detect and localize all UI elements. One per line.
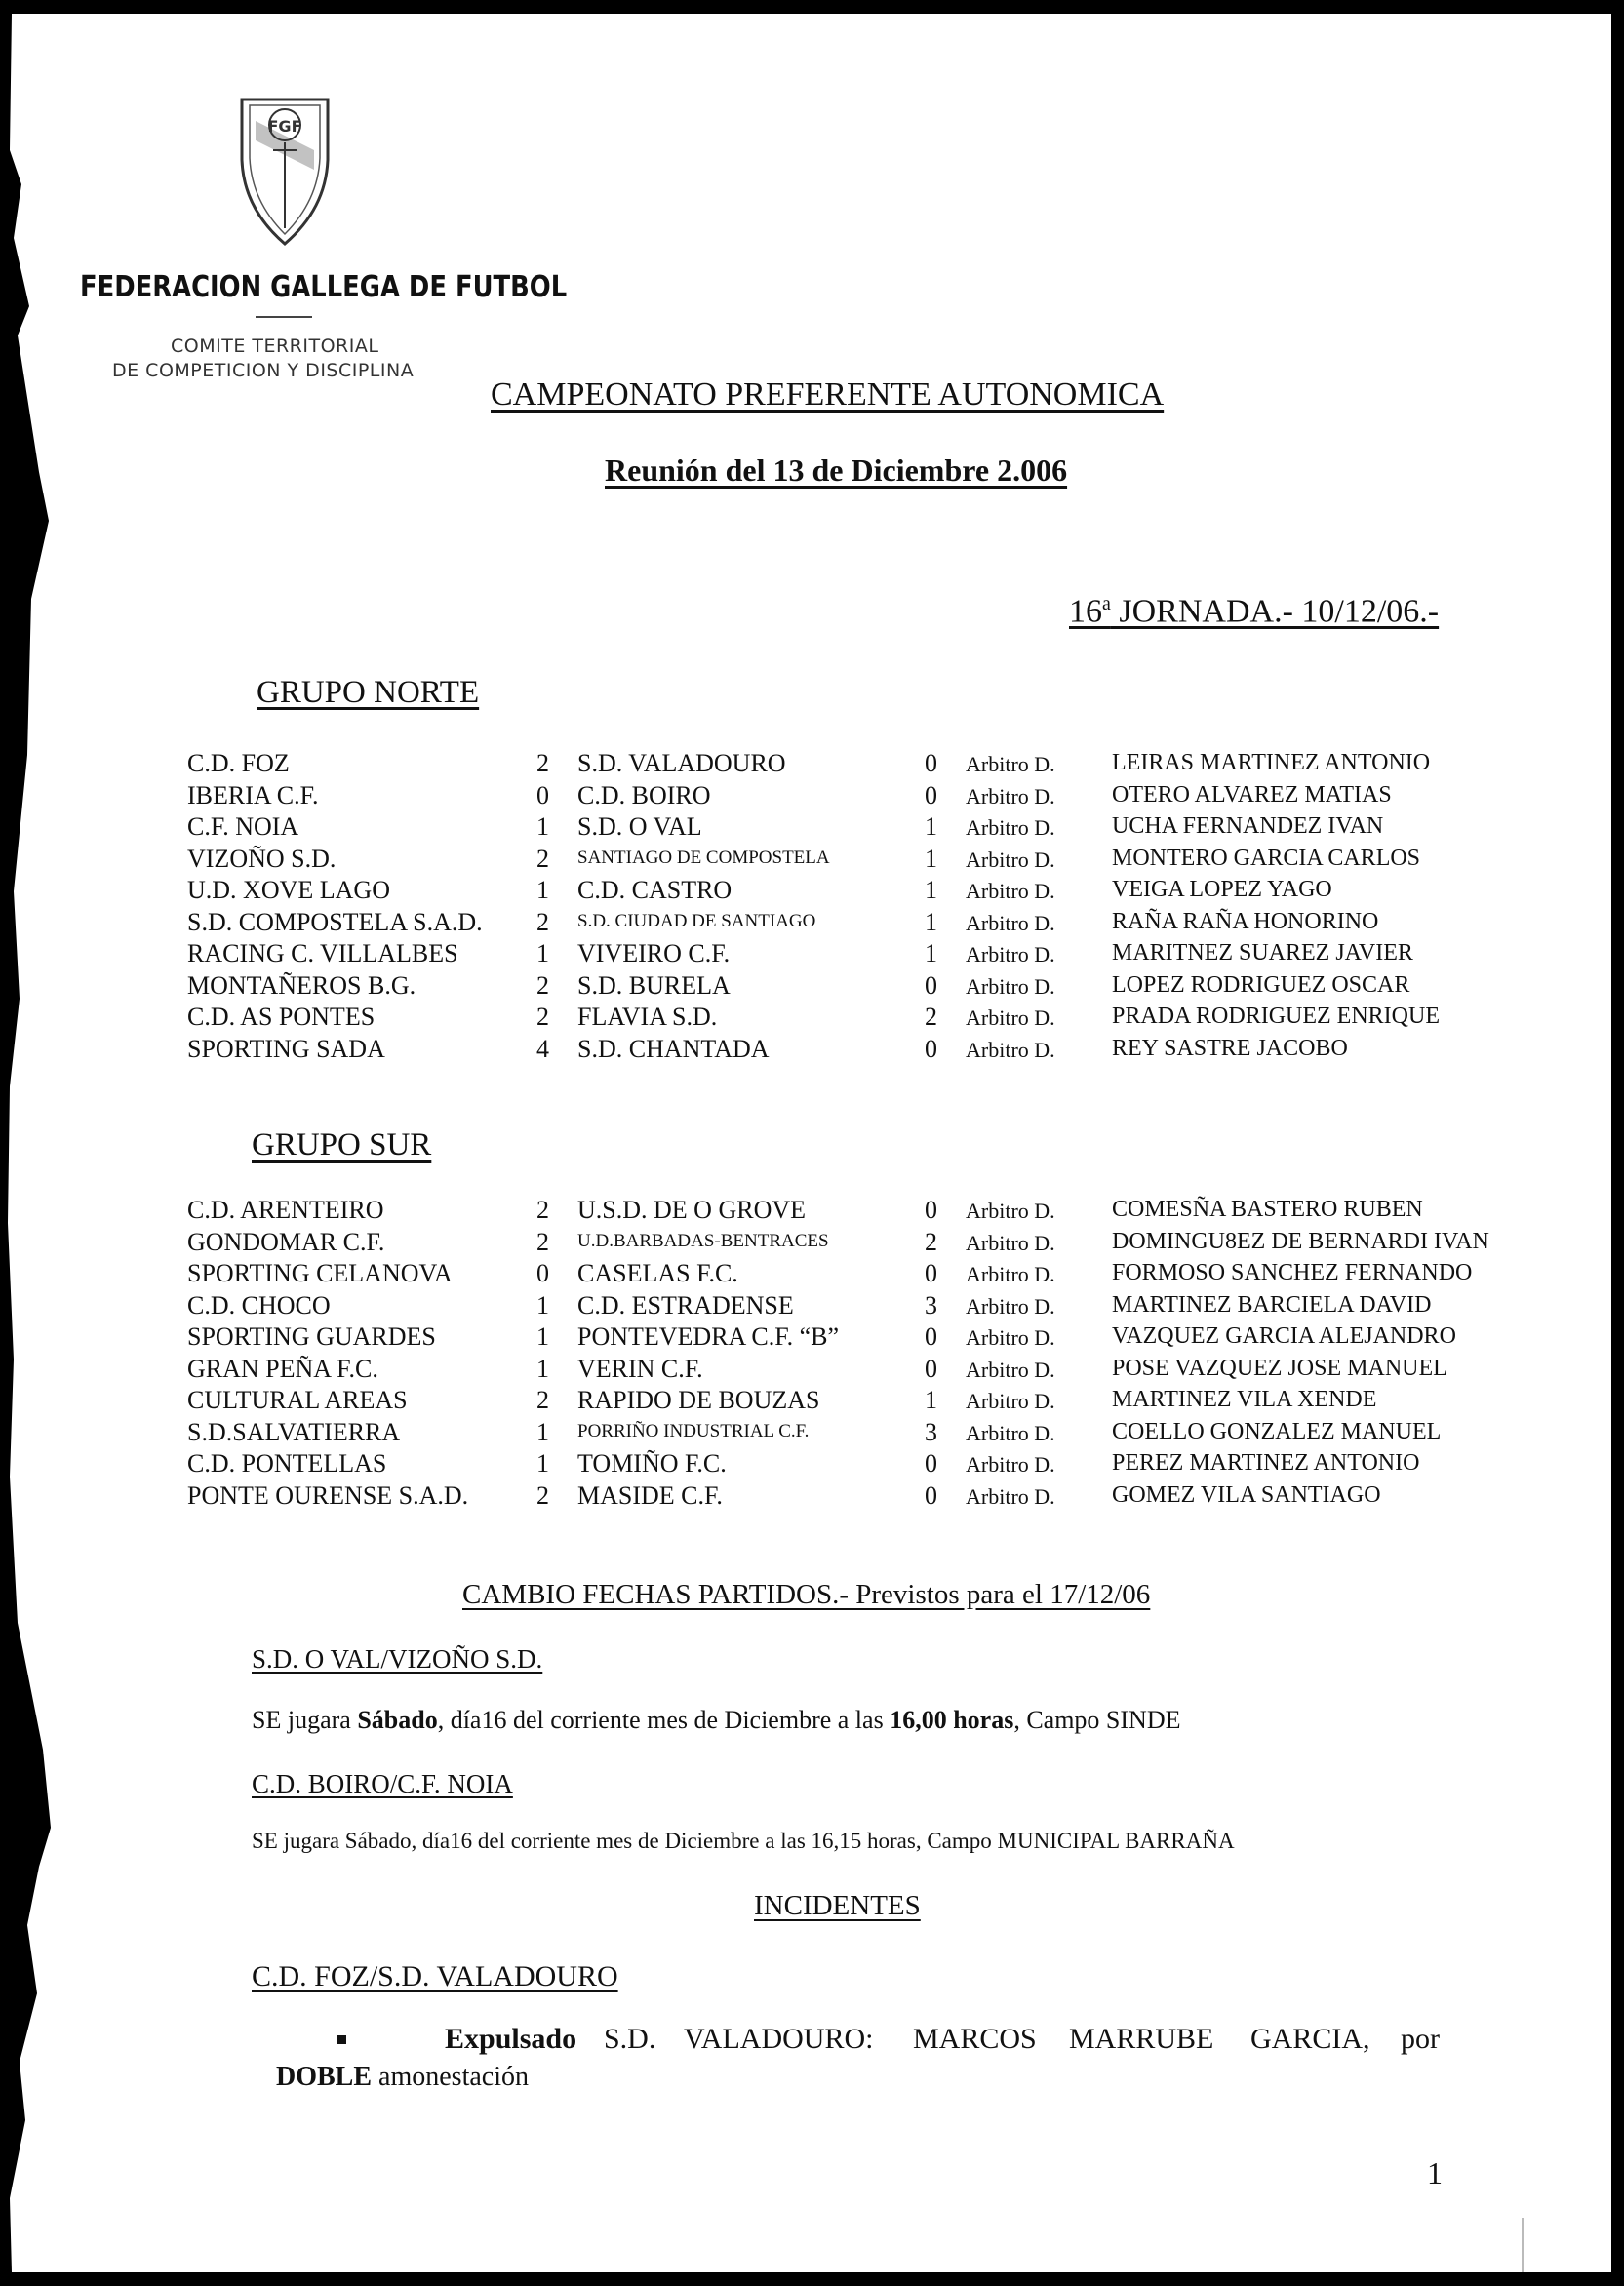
- referee-label: Arbitro D.: [966, 1483, 1055, 1509]
- committee-line-1: COMITE TERRITORIAL: [171, 335, 379, 357]
- home-score: 1: [536, 1449, 549, 1478]
- referee-name: MARITNEZ SUAREZ JAVIER: [1112, 940, 1413, 966]
- referee-name: PRADA RODRIGUEZ ENRIQUE: [1112, 1004, 1440, 1029]
- incident-word: VALADOURO:: [684, 2023, 874, 2055]
- away-score: 0: [925, 970, 937, 1000]
- referee-label: Arbitro D.: [966, 847, 1055, 872]
- home-score: 2: [536, 907, 549, 936]
- federation-name: FEDERACION GALLEGA DE FUTBOL: [80, 270, 568, 304]
- home-score: 2: [536, 844, 549, 873]
- date-changes-heading: CAMBIO FECHAS PARTIDOS.- Previstos para el 17/12/06: [462, 1579, 1151, 1610]
- incident-word: GARCIA,: [1250, 2023, 1370, 2055]
- home-score: 1: [536, 1290, 549, 1320]
- referee-label: Arbitro D.: [966, 1037, 1055, 1062]
- home-score: 0: [536, 1259, 549, 1287]
- away-score: 0: [925, 1259, 937, 1287]
- round-ordinal: a: [1102, 593, 1111, 614]
- referee-label: Arbitro D.: [966, 910, 1055, 935]
- referee-label: Arbitro D.: [966, 815, 1055, 840]
- away-team: S.D. VALADOURO: [577, 749, 786, 777]
- away-team: U.S.D. DE O GROVE: [577, 1196, 806, 1224]
- referee-name: LEIRAS MARTINEZ ANTONIO: [1112, 750, 1431, 775]
- svg-text:FGF: FGF: [267, 117, 302, 136]
- home-team: SPORTING GUARDES: [187, 1322, 436, 1351]
- referee-name: POSE VAZQUEZ JOSE MANUEL: [1112, 1355, 1447, 1381]
- away-score: 1: [925, 844, 937, 873]
- away-score: 0: [925, 1449, 937, 1478]
- incident-word: S.D.: [604, 2023, 656, 2055]
- referee-label: Arbitro D.: [966, 1357, 1055, 1382]
- home-team: SPORTING SADA: [187, 1034, 385, 1063]
- round-date: JORNADA.- 10/12/06.-: [1110, 593, 1440, 630]
- referee-name: MARTINEZ VILA XENDE: [1112, 1387, 1377, 1412]
- home-team: GONDOMAR C.F.: [187, 1227, 385, 1256]
- home-score: 1: [536, 876, 549, 904]
- referee-label: Arbitro D.: [966, 879, 1055, 903]
- home-team: U.D. XOVE LAGO: [187, 876, 390, 904]
- away-score: 2: [925, 1227, 937, 1256]
- referee-name: REY SASTRE JACOBO: [1112, 1035, 1348, 1061]
- referee-label: Arbitro D.: [966, 1230, 1055, 1255]
- home-team: C.D. CHOCO: [187, 1290, 331, 1320]
- home-team: MONTAÑEROS B.G.: [187, 970, 416, 1000]
- document-page: [0, 14, 1611, 2272]
- incident-word: por: [1401, 2023, 1440, 2055]
- away-team: CASELAS F.C.: [577, 1259, 738, 1287]
- text-span: 16,00 horas: [890, 1706, 1014, 1734]
- away-score: 1: [925, 812, 937, 841]
- home-score: 2: [536, 970, 549, 1000]
- date-change-2-text: SE jugara Sábado, día16 del corriente mes de Diciembre a las 16,15 horas, Campo MUNICIPAL BARRAÑA: [252, 1829, 1235, 1853]
- text-span: , día16 del corriente mes de Diciembre a las: [437, 1706, 891, 1734]
- referee-label: Arbitro D.: [966, 783, 1055, 808]
- referee-name: MARTINEZ BARCIELA DAVID: [1112, 1291, 1432, 1318]
- referee-label: Arbitro D.: [966, 752, 1055, 776]
- home-score: 2: [536, 1386, 549, 1414]
- committee-line-2: DE COMPETICION Y DISCIPLINA: [112, 360, 415, 381]
- away-team: MASIDE C.F.: [577, 1480, 723, 1510]
- group-south-title: GRUPO SUR: [252, 1127, 432, 1163]
- referee-label: Arbitro D.: [966, 973, 1055, 999]
- referee-name: FORMOSO SANCHEZ FERNANDO: [1112, 1260, 1473, 1285]
- page-number: 1: [1427, 2155, 1443, 2190]
- referee-label: Arbitro D.: [966, 1389, 1055, 1413]
- home-score: 2: [536, 1196, 549, 1224]
- referee-name: COELLO GONZALEZ MANUEL: [1112, 1418, 1442, 1444]
- home-score: 4: [536, 1034, 549, 1063]
- away-team: C.D. CASTRO: [577, 876, 733, 904]
- away-score: 0: [925, 780, 937, 809]
- federation-crest-icon: [236, 92, 334, 248]
- home-team: VIZOÑO S.D.: [187, 844, 337, 873]
- referee-label: Arbitro D.: [966, 942, 1055, 966]
- away-team: U.D.BARBADAS-BENTRACES: [577, 1230, 829, 1251]
- away-team: S.D. O VAL: [577, 812, 702, 841]
- home-team: S.D. COMPOSTELA S.A.D.: [187, 907, 483, 936]
- away-team: VIVEIRO C.F.: [577, 939, 731, 967]
- incident-match-title: C.D. FOZ/S.D. VALADOURO: [252, 1960, 618, 1992]
- away-team: TOMIÑO F.C.: [577, 1449, 727, 1478]
- away-score: 1: [925, 907, 937, 936]
- text-span: amonestación: [372, 2062, 529, 2092]
- away-team: FLAVIA S.D.: [577, 1003, 718, 1031]
- incident-word: Expulsado: [445, 2023, 577, 2055]
- referee-name: UCHA FERNANDEZ IVAN: [1112, 813, 1384, 839]
- home-team: SPORTING CELANOVA: [187, 1259, 453, 1287]
- away-score: 1: [925, 1386, 937, 1414]
- away-team: S.D. CHANTADA: [577, 1034, 770, 1063]
- home-score: 2: [536, 749, 549, 777]
- home-score: 2: [536, 1480, 549, 1510]
- home-score: 0: [536, 780, 549, 809]
- away-score: 2: [925, 1003, 937, 1031]
- home-team: C.D. ARENTEIRO: [187, 1196, 384, 1224]
- date-change-1-text: [252, 1706, 1180, 1735]
- away-score: 3: [925, 1417, 937, 1446]
- text-span: DOBLE: [276, 2062, 373, 2092]
- referee-name: MONTERO GARCIA CARLOS: [1112, 845, 1421, 871]
- referee-label: Arbitro D.: [966, 1452, 1055, 1477]
- home-team: C.D. FOZ: [187, 749, 290, 777]
- bullet-icon: [337, 2035, 346, 2044]
- home-team: RACING C. VILLALBES: [187, 939, 458, 967]
- away-team: VERIN C.F.: [577, 1354, 703, 1383]
- away-score: 0: [925, 1034, 937, 1063]
- header-rule: [256, 316, 312, 318]
- away-team: C.D. ESTRADENSE: [577, 1290, 794, 1320]
- away-team: S.D. BURELA: [577, 970, 731, 1000]
- home-team: C.D. AS PONTES: [187, 1003, 376, 1031]
- home-team: S.D.SALVATIERRA: [187, 1417, 401, 1446]
- incidents-heading: INCIDENTES: [754, 1890, 921, 1921]
- round-heading: [1069, 593, 1439, 630]
- home-team: PONTE OURENSE S.A.D.: [187, 1480, 469, 1510]
- away-score: 3: [925, 1290, 937, 1320]
- referee-name: DOMINGU8EZ DE BERNARDI IVAN: [1112, 1228, 1489, 1254]
- home-score: 1: [536, 812, 549, 841]
- away-team: S.D. CIUDAD DE SANTIAGO: [577, 910, 816, 931]
- home-score: 1: [536, 1322, 549, 1351]
- referee-label: Arbitro D.: [966, 1199, 1055, 1223]
- incident-word: MARRUBE: [1069, 2023, 1214, 2055]
- torn-edge: [0, 14, 68, 2272]
- group-north-title: GRUPO NORTE: [257, 675, 480, 710]
- away-score: 0: [925, 1322, 937, 1351]
- home-score: 2: [536, 1227, 549, 1256]
- home-score: 1: [536, 1354, 549, 1383]
- referee-label: Arbitro D.: [966, 1262, 1055, 1286]
- text-span: Sábado: [357, 1706, 438, 1734]
- home-team: C.D. PONTELLAS: [187, 1449, 387, 1478]
- referee-label: Arbitro D.: [966, 1420, 1055, 1445]
- championship-title: CAMPEONATO PREFERENTE AUTONOMICA: [491, 376, 1165, 413]
- referee-name: VAZQUEZ GARCIA ALEJANDRO: [1112, 1323, 1456, 1349]
- text-span: SE jugara: [252, 1706, 358, 1734]
- referee-name: COMESÑA BASTERO RUBEN: [1112, 1197, 1423, 1222]
- away-score: 0: [925, 1354, 937, 1383]
- referee-name: RAÑA RAÑA HONORINO: [1112, 908, 1379, 934]
- text-span: , Campo SINDE: [1013, 1706, 1181, 1734]
- referee-label: Arbitro D.: [966, 1005, 1055, 1030]
- home-score: 1: [536, 939, 549, 967]
- referee-label: Arbitro D.: [966, 1293, 1055, 1319]
- away-team: SANTIAGO DE COMPOSTELA: [577, 847, 830, 868]
- away-score: 0: [925, 1196, 937, 1224]
- referee-name: OTERO ALVAREZ MATIAS: [1112, 781, 1392, 808]
- referee-name: PEREZ MARTINEZ ANTONIO: [1112, 1450, 1420, 1476]
- referee-name: VEIGA LOPEZ YAGO: [1112, 877, 1332, 902]
- away-team: C.D. BOIRO: [577, 780, 711, 809]
- scan-mark: [1522, 2218, 1524, 2272]
- away-team: PONTEVEDRA C.F. “B”: [577, 1322, 840, 1351]
- home-score: 1: [536, 1417, 549, 1446]
- incident-line-2: [276, 2062, 529, 2093]
- referee-label: Arbitro D.: [966, 1325, 1055, 1350]
- referee-name: LOPEZ RODRIGUEZ OSCAR: [1112, 971, 1410, 998]
- home-team: CULTURAL AREAS: [187, 1386, 408, 1414]
- date-change-2-title: C.D. BOIRO/C.F. NOIA: [252, 1769, 513, 1798]
- incident-word: MARCOS: [913, 2023, 1037, 2055]
- home-team: IBERIA C.F.: [187, 780, 319, 809]
- round-number: 16: [1069, 593, 1102, 630]
- away-team: RAPIDO DE BOUZAS: [577, 1386, 820, 1414]
- meeting-date: Reunión del 13 de Diciembre 2.006: [605, 453, 1068, 488]
- home-score: 2: [536, 1003, 549, 1031]
- home-team: GRAN PEÑA F.C.: [187, 1354, 378, 1383]
- away-team: PORRIÑO INDUSTRIAL C.F.: [577, 1420, 810, 1441]
- date-change-1-title: S.D. O VAL/VIZOÑO S.D.: [252, 1644, 543, 1674]
- away-score: 1: [925, 939, 937, 967]
- home-team: C.F. NOIA: [187, 812, 299, 841]
- away-score: 0: [925, 749, 937, 777]
- away-score: 0: [925, 1480, 937, 1510]
- referee-name: GOMEZ VILA SANTIAGO: [1112, 1481, 1381, 1508]
- away-score: 1: [925, 876, 937, 904]
